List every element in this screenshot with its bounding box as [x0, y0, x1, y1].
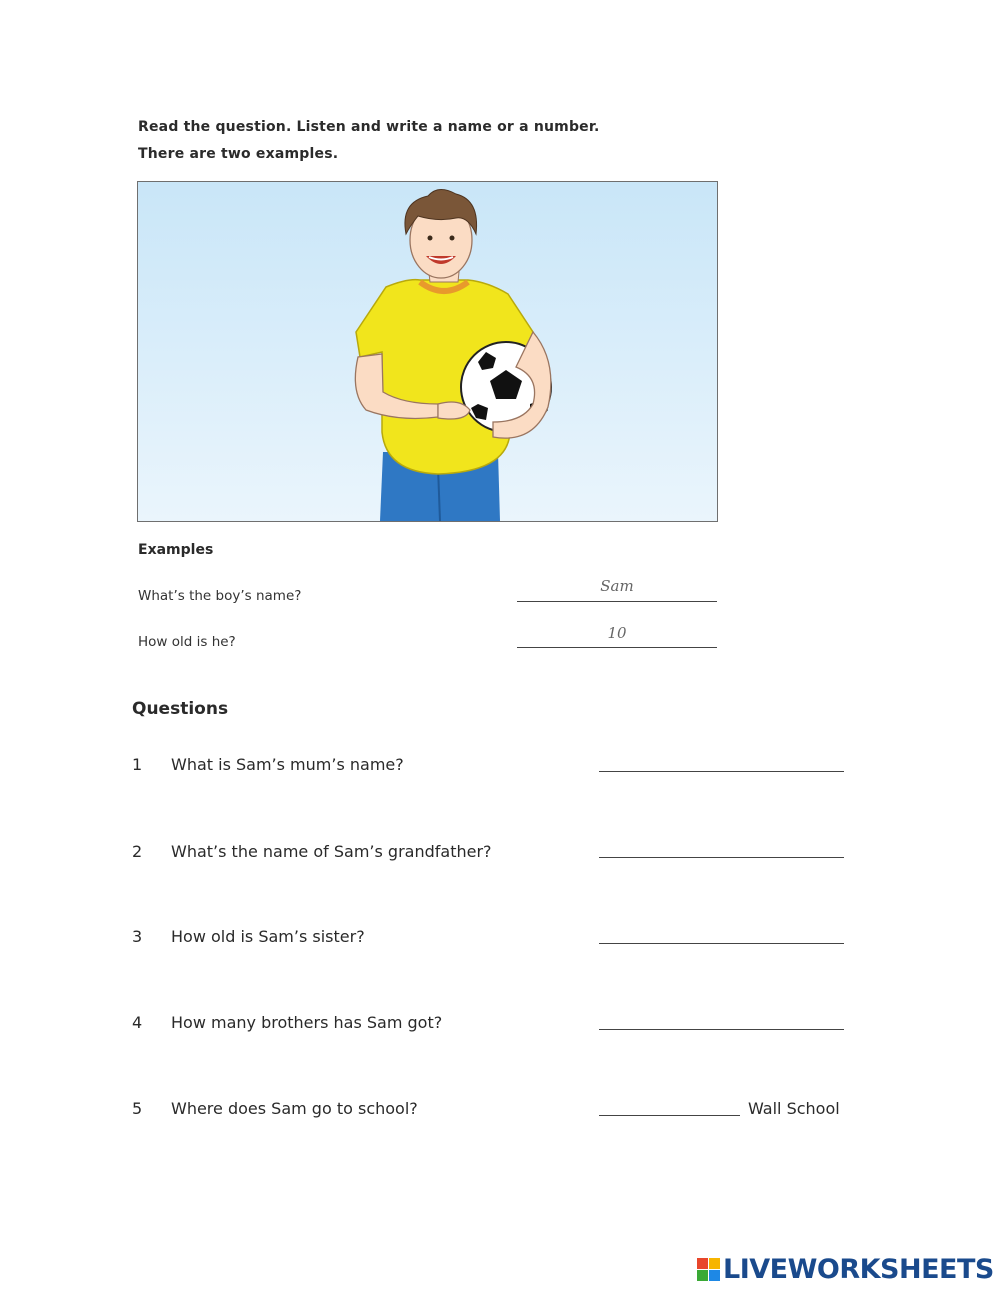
answer-field-1[interactable] — [599, 771, 844, 772]
question-text-4: How many brothers has Sam got? — [171, 1013, 443, 1032]
answer-field-3[interactable] — [599, 943, 844, 944]
question-5-suffix: Wall School — [748, 1099, 840, 1118]
question-text-2: What’s the name of Sam’s grandfather? — [171, 842, 492, 861]
answer-field-4[interactable] — [599, 1029, 844, 1030]
logo-text: LIVEWORKSHEETS — [723, 1254, 994, 1285]
question-text-3: How old is Sam’s sister? — [171, 927, 365, 946]
example-answer-2: 10 — [607, 624, 627, 642]
instruction-line-1: Read the question. Listen and write a name or a number. — [138, 119, 600, 135]
question-number-5: 5 — [132, 1099, 143, 1118]
question-number-2: 2 — [132, 842, 143, 861]
question-number-3: 3 — [132, 927, 143, 946]
example-question-2: How old is he? — [138, 634, 236, 650]
question-number-1: 1 — [132, 755, 143, 774]
answer-field-5[interactable] — [599, 1115, 740, 1116]
example-answer-line-2 — [517, 647, 717, 648]
example-answer-1: Sam — [600, 577, 634, 595]
example-question-1: What’s the boy’s name? — [138, 588, 302, 604]
liveworksheets-logo — [697, 1254, 994, 1285]
question-text-5: Where does Sam go to school? — [171, 1099, 418, 1118]
question-text-1: What is Sam’s mum’s name? — [171, 755, 404, 774]
boy-with-football-illustration — [137, 181, 718, 522]
answer-field-2[interactable] — [599, 857, 844, 858]
instruction-line-2: There are two examples. — [138, 146, 339, 162]
questions-heading: Questions — [132, 699, 229, 719]
examples-heading: Examples — [138, 542, 214, 558]
example-answer-line-1 — [517, 601, 717, 602]
logo-squares-icon — [697, 1258, 720, 1281]
question-number-4: 4 — [132, 1013, 143, 1032]
